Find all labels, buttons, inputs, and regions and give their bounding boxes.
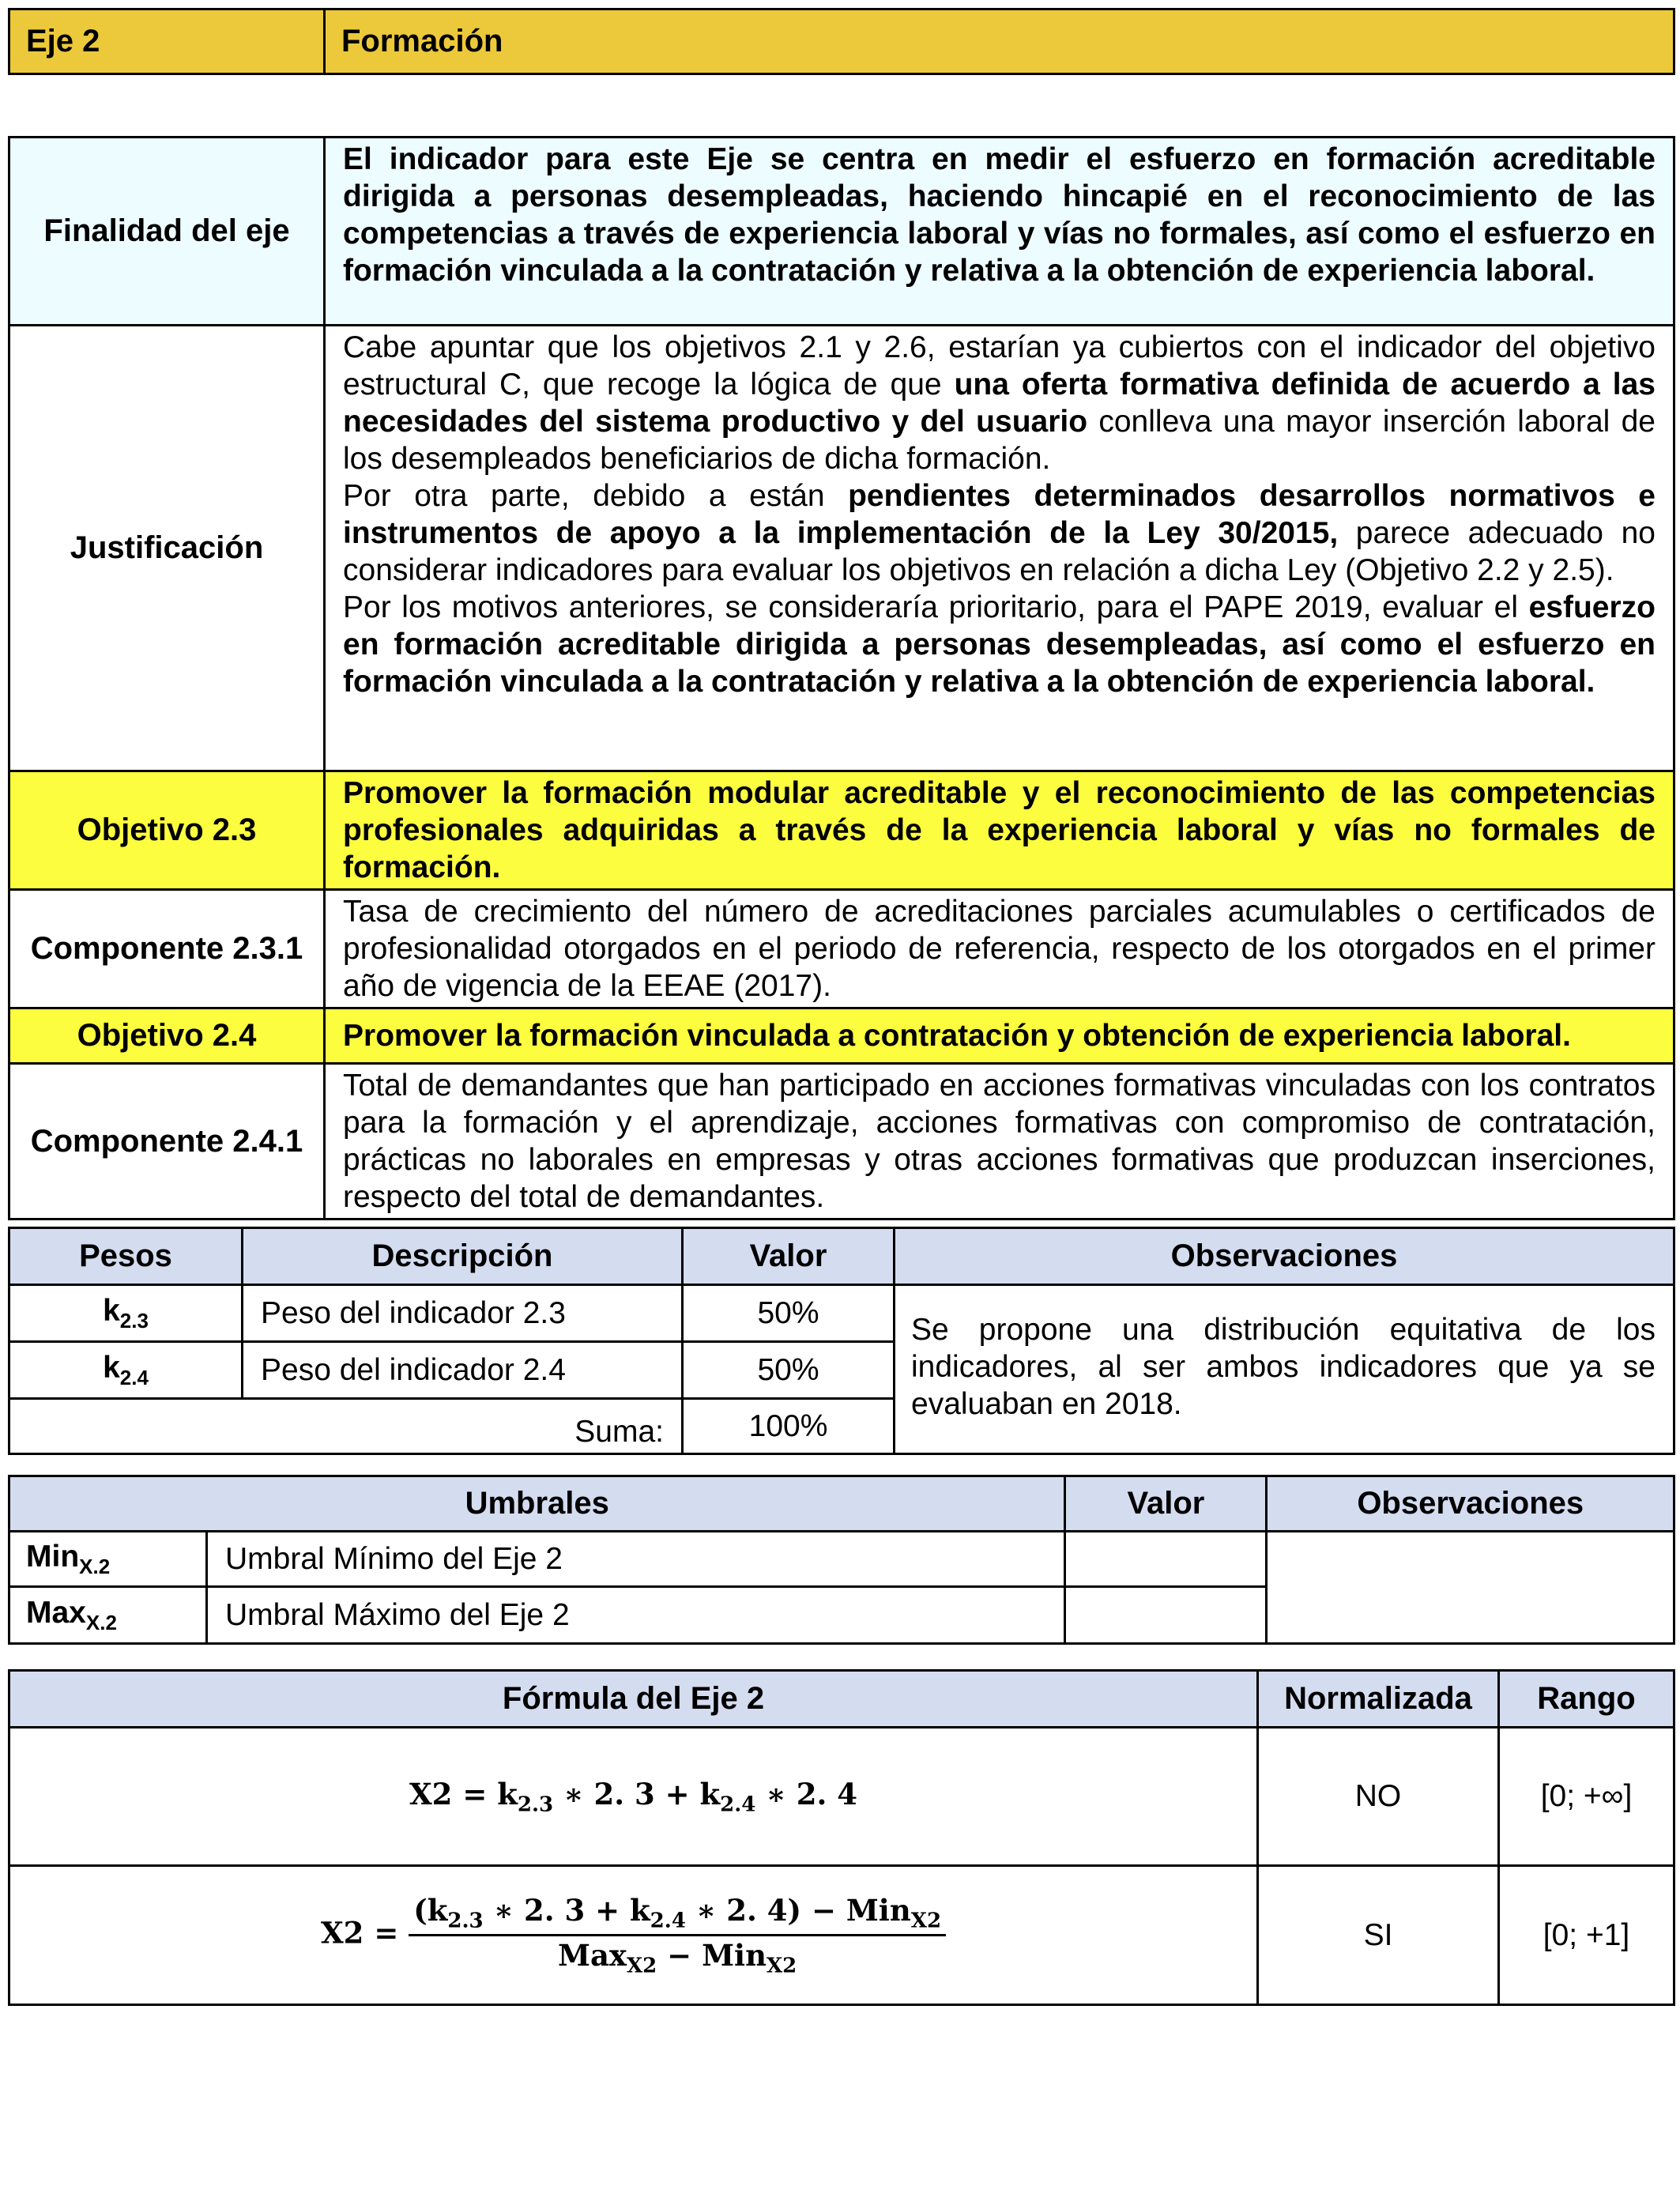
objetivo-24-label: Objetivo 2.4 [9, 1008, 325, 1064]
justificacion-text [325, 326, 1674, 771]
rango-no: [0; +∞] [1499, 1728, 1674, 1866]
formula-no-normalizada: $X2 = k_{2.3}$ ∗ 2. $3 + k_{2.4}$ ∗ 2. 4 [9, 1728, 1258, 1866]
normalizada-si: SI [1258, 1866, 1499, 2005]
umbral-max-label: Max$_{X.2}$ [9, 1587, 207, 1644]
rango-si: [0; +1] [1499, 1866, 1674, 2005]
umbrales-observacion [1267, 1532, 1674, 1644]
eje-title: Formación [325, 9, 1674, 74]
peso-k23: $k_{2.3}$ [9, 1285, 243, 1342]
componente-231-text: Tasa de crecimiento del número de acreditaciones parciales acumulables o certificados de profesionalidad otorgados en el periodo de referencia, respecto de los otorgados en el primer año de vigencia de la EEAE (2017). [325, 890, 1674, 1008]
rango-header: Rango [1499, 1671, 1674, 1728]
pesos-observacion: Se propone una distribución equitativa de los indicadores, al ser ambos indicadores que ya se evaluaban en 2018. [895, 1285, 1674, 1454]
objetivo-24-text: Promover la formación vinculada a contratación y obtención de experiencia laboral. [325, 1008, 1674, 1064]
peso-k24: $k_{2.4}$ [9, 1342, 243, 1399]
peso-desc-24: Peso del indicador 2.4 [243, 1342, 683, 1399]
justificacion-label: Justificación [9, 326, 325, 771]
justificacion-p3: Por los motivos anteriores, se consideraría prioritario, para el PAPE 2019, evaluar el esfuerzo en formación acreditable dirigida a personas desempleadas, así como el esfuerzo en formación vinculada a la contratación y relativa a la obtención de experiencia laboral. [343, 590, 1656, 699]
descripcion-header: Descripción [243, 1228, 683, 1285]
peso-valor-23: 50% [683, 1285, 895, 1342]
pesos-table [8, 1227, 1675, 1455]
table-row [9, 1532, 1674, 1587]
componente-231-label: Componente 2.3.1 [9, 890, 325, 1008]
umbrales-valor-header: Valor [1065, 1476, 1267, 1532]
umbral-min-desc: Umbral Mínimo del Eje 2 [207, 1532, 1065, 1587]
peso-desc-23: Peso del indicador 2.3 [243, 1285, 683, 1342]
formula-header: Fórmula del Eje 2 [9, 1671, 1258, 1728]
suma-label: Suma: [9, 1399, 683, 1454]
normalizada-no: NO [1258, 1728, 1499, 1866]
finalidad-label: Finalidad del eje [9, 138, 325, 326]
normalizada-header: Normalizada [1258, 1671, 1499, 1728]
table-row [9, 1728, 1674, 1866]
justificacion-p2: Por otra parte, debido a están pendientes determinados desarrollos normativos e instrumentos de apoyo a la implementación de la Ley 30/2015, parece adecuado no considerar indicadores para evaluar los objetivos en relación a dicha Ley (Objetivo 2.2 y 2.5). [343, 479, 1656, 587]
componente-241-label: Componente 2.4.1 [9, 1064, 325, 1220]
peso-valor-24: 50% [683, 1342, 895, 1399]
eje-number: Eje 2 [9, 9, 325, 74]
table-row [9, 1866, 1674, 2005]
formula-normalizada: X2 = $\frac{(k_{2.3} ∗ 2. 3 + k_{2.4} ∗ 2. 4) - Min_{X2}}{Max_{X2} - Min_{X2}}$ [9, 1866, 1258, 2005]
umbrales-observaciones-header: Observaciones [1267, 1476, 1674, 1532]
umbral-min-label: Min$_{X.2}$ [9, 1532, 207, 1587]
observaciones-header: Observaciones [895, 1228, 1674, 1285]
umbral-min-valor [1065, 1532, 1267, 1587]
table-row [9, 1285, 1674, 1342]
objetivo-23-label: Objetivo 2.3 [9, 771, 325, 890]
objetivo-23-text: Promover la formación modular acreditable y el reconocimiento de las competencias profesionales adquiridas a través de la experiencia laboral y vías no formales de formación. [325, 771, 1674, 890]
umbral-max-valor [1065, 1587, 1267, 1644]
suma-valor: 100% [683, 1399, 895, 1454]
formula-fraction [409, 1893, 946, 1978]
justificacion-p1: Cabe apuntar que los objetivos 2.1 y 2.6, estarían ya cubiertos con el indicador del objetivo estructural C, que recoge la lógica de que una oferta formativa definida de acuerdo a las necesidades del sistema productivo y del usuario conlleva una mayor inserción laboral de los desempleados beneficiarios de dicha formación. [343, 330, 1656, 476]
formula-table [8, 1669, 1675, 2006]
valor-header: Valor [683, 1228, 895, 1285]
umbrales-table [8, 1475, 1675, 1645]
formula-denominator: Max$_{X2}$ − Min$_{X2}$ [558, 1938, 797, 1978]
umbrales-header: Umbrales [9, 1476, 1065, 1532]
pesos-header: Pesos [9, 1228, 243, 1285]
finalidad-text: El indicador para este Eje se centra en medir el esfuerzo en formación acreditable dirigida a personas desempleadas, haciendo hincapié en el reconocimiento de las competencias a través de experiencia laboral y vías no formales, así como el esfuerzo en formación vinculada a la contratación y relativa a la obtención de experiencia laboral. [325, 138, 1674, 326]
eje-header [8, 8, 1675, 75]
umbral-max-desc: Umbral Máximo del Eje 2 [207, 1587, 1065, 1644]
formula-numerator: ($k_{2.3}$ ∗ 2. $3 + k_{2.4}$ ∗ 2. 4) − Min$_{X2}$ [409, 1893, 946, 1936]
componente-241-text: Total de demandantes que han participado en acciones formativas vinculadas con los contratos para la formación y el aprendizaje, acciones formativas con compromiso de contratación, prácticas no laborales en empresas y otras acciones formativas que produzcan inserciones, respecto del total de demandantes. [325, 1064, 1674, 1220]
info-table [8, 136, 1675, 1220]
